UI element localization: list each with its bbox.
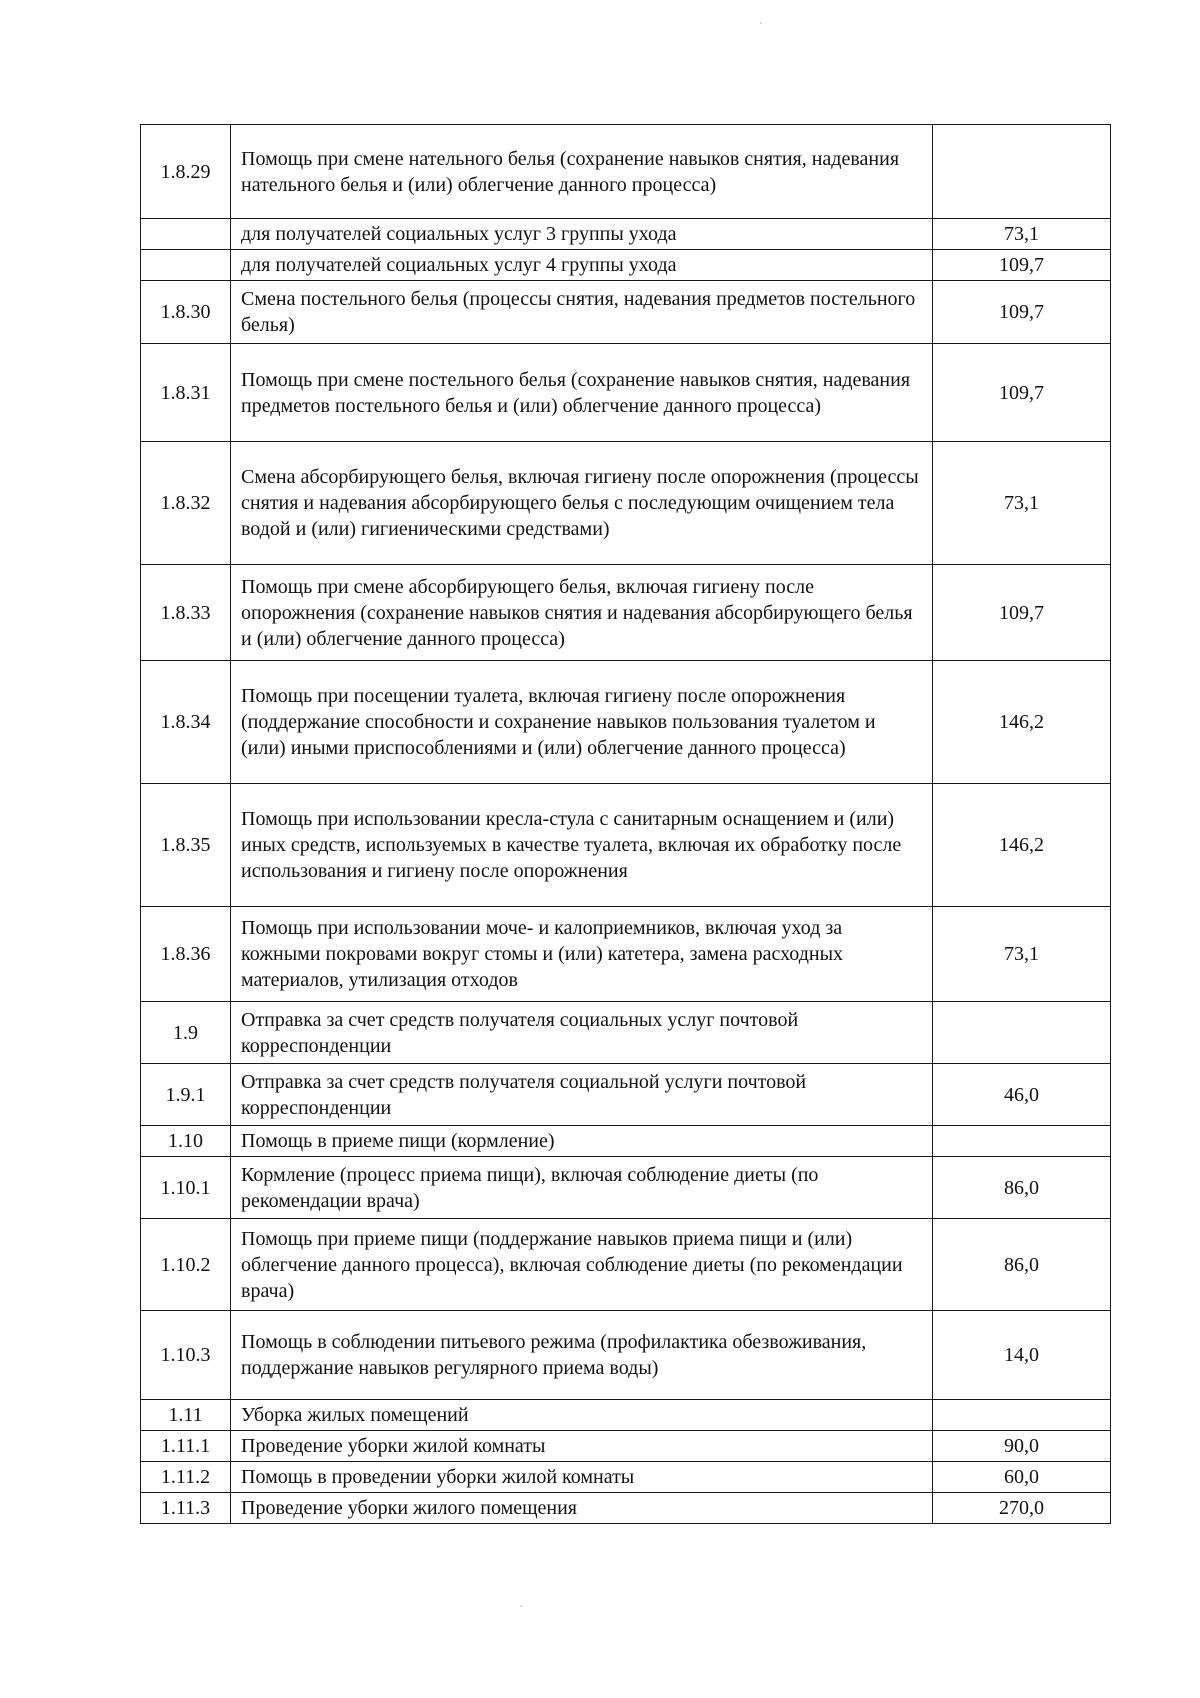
service-code-cell: 1.8.36 [141,907,231,1002]
service-price-cell: 86,0 [933,1219,1111,1311]
service-name-cell: Помощь при приеме пищи (поддержание навыков приема пищи и (или) облегчение данного процесса), включая соблюдение диеты (по рекомендации врача) [231,1219,933,1311]
service-price-cell [933,1002,1111,1064]
service-price-cell: 73,1 [933,907,1111,1002]
service-price-cell: 73,1 [933,442,1111,565]
table-row [141,1431,1111,1462]
service-price-cell [933,1400,1111,1431]
service-name-cell: Уборка жилых помещений [231,1400,933,1431]
table-row [141,1064,1111,1126]
service-price-cell: 270,0 [933,1493,1111,1524]
table-row [141,1311,1111,1400]
service-name-cell: Смена постельного белья (процессы снятия, надевания предметов постельного белья) [231,281,933,344]
service-price-cell: 109,7 [933,565,1111,661]
service-price-cell: 146,2 [933,784,1111,907]
scan-speck [520,1605,522,1607]
service-code-cell: 1.8.32 [141,442,231,565]
service-code-cell: 1.8.31 [141,344,231,442]
table-row [141,907,1111,1002]
service-name-cell: Отправка за счет средств получателя социальных услуг почтовой корреспонденции [231,1002,933,1064]
services-price-table [140,124,1111,1524]
service-price-cell: 109,7 [933,344,1111,442]
service-code-cell [141,250,231,281]
scan-speck [760,22,762,24]
service-code-cell: 1.10 [141,1126,231,1157]
service-name-cell: Смена абсорбирующего белья, включая гигиену после опорожнения (процессы снятия и надевания абсорбирующего белья с последующим очищением тела водой и (или) гигиеническими средствами) [231,442,933,565]
table-row [141,219,1111,250]
service-code-cell: 1.10.2 [141,1219,231,1311]
service-price-cell: 109,7 [933,281,1111,344]
service-price-cell: 146,2 [933,661,1111,784]
table-row [141,1462,1111,1493]
service-code-cell: 1.11.3 [141,1493,231,1524]
service-price-cell: 60,0 [933,1462,1111,1493]
service-name-cell: Проведение уборки жилой комнаты [231,1431,933,1462]
service-name-cell: Кормление (процесс приема пищи), включая соблюдение диеты (по рекомендации врача) [231,1157,933,1219]
service-code-cell: 1.9.1 [141,1064,231,1126]
services-table-body [141,125,1111,1524]
table-row [141,1400,1111,1431]
service-code-cell: 1.10.3 [141,1311,231,1400]
service-code-cell: 1.8.30 [141,281,231,344]
service-name-cell: Помощь в соблюдении питьевого режима (профилактика обезвоживания, поддержание навыков регулярного приема воды) [231,1311,933,1400]
service-code-cell [141,219,231,250]
service-name-cell: Помощь при смене нательного белья (сохранение навыков снятия, надевания нательного белья и (или) облегчение данного процесса) [231,125,933,219]
table-row [141,1157,1111,1219]
service-price-cell: 86,0 [933,1157,1111,1219]
table-row [141,1219,1111,1311]
service-code-cell: 1.9 [141,1002,231,1064]
table-row [141,250,1111,281]
table-row [141,442,1111,565]
service-code-cell: 1.8.33 [141,565,231,661]
service-name-cell: Помощь в приеме пищи (кормление) [231,1126,933,1157]
service-code-cell: 1.11.2 [141,1462,231,1493]
service-name-cell: для получателей социальных услуг 3 группы ухода [231,219,933,250]
table-row [141,281,1111,344]
service-name-cell: Отправка за счет средств получателя социальной услуги почтовой корреспонденции [231,1064,933,1126]
service-price-cell: 90,0 [933,1431,1111,1462]
service-price-cell: 46,0 [933,1064,1111,1126]
service-price-cell: 14,0 [933,1311,1111,1400]
table-row [141,1126,1111,1157]
service-name-cell: Помощь при смене постельного белья (сохранение навыков снятия, надевания предметов постельного белья и (или) облегчение данного процесса) [231,344,933,442]
service-price-cell [933,1126,1111,1157]
table-row [141,784,1111,907]
service-name-cell: Проведение уборки жилого помещения [231,1493,933,1524]
service-code-cell: 1.10.1 [141,1157,231,1219]
service-name-cell: Помощь при смене абсорбирующего белья, включая гигиену после опорожнения (сохранение навыков снятия и надевания абсорбирующего белья и (или) облегчение данного процесса) [231,565,933,661]
service-price-cell: 73,1 [933,219,1111,250]
service-name-cell: Помощь при использовании моче- и калоприемников, включая уход за кожными покровами вокруг стомы и (или) катетера, замена расходных материалов, утилизация отходов [231,907,933,1002]
table-row [141,661,1111,784]
service-name-cell: Помощь при посещении туалета, включая гигиену после опорожнения (поддержание способности и сохранение навыков пользования туалетом и (или) иными приспособлениями и (или) облегчение данного процесса) [231,661,933,784]
service-price-cell [933,125,1111,219]
table-row [141,1002,1111,1064]
service-price-cell: 109,7 [933,250,1111,281]
table-row [141,1493,1111,1524]
service-code-cell: 1.11.1 [141,1431,231,1462]
service-code-cell: 1.8.29 [141,125,231,219]
table-row [141,565,1111,661]
service-code-cell: 1.8.35 [141,784,231,907]
service-name-cell: для получателей социальных услуг 4 группы ухода [231,250,933,281]
service-name-cell: Помощь при использовании кресла-стула с санитарным оснащением и (или) иных средств, используемых в качестве туалета, включая их обработку после использования и гигиену после опорожнения [231,784,933,907]
service-name-cell: Помощь в проведении уборки жилой комнаты [231,1462,933,1493]
service-code-cell: 1.8.34 [141,661,231,784]
service-code-cell: 1.11 [141,1400,231,1431]
table-row [141,125,1111,219]
table-row [141,344,1111,442]
